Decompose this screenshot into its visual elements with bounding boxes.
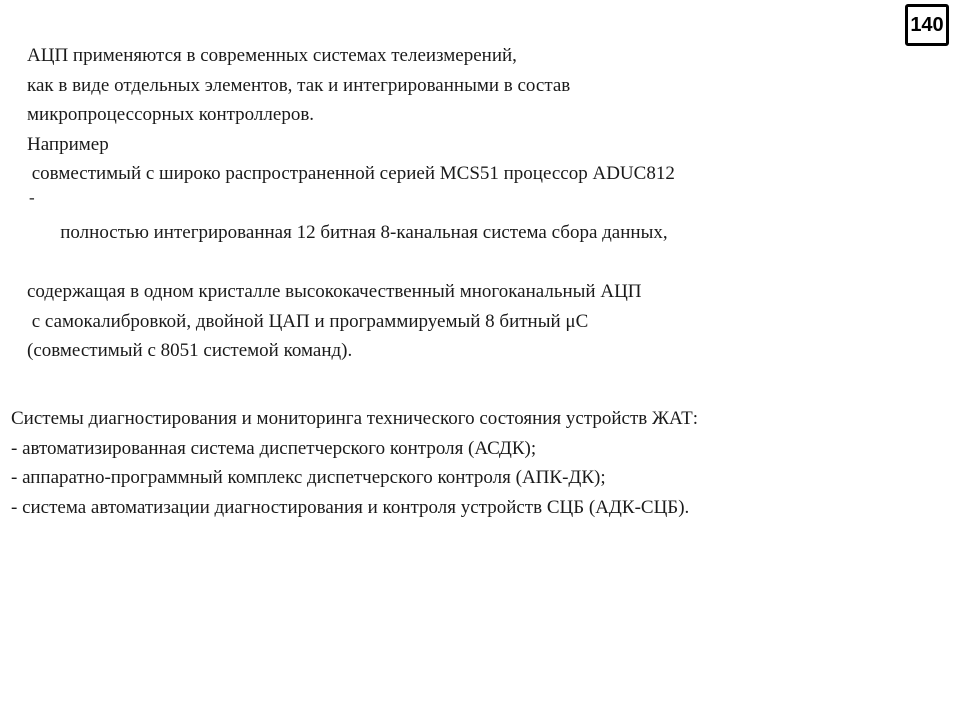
- list-title: Системы диагностирования и мониторинга технического состояния устройств ЖАТ:: [11, 408, 698, 429]
- list-item: - аппаратно-программный комплекс диспетчерского контроля (АПК-ДК);: [11, 467, 606, 488]
- text-line: содержащая в одном кристалле высококачественный многоканальный АЦП: [27, 281, 642, 302]
- dash-line-text: полностью интегрированная 12 битная 8-канальная система сбора данных,: [46, 222, 668, 243]
- page-number-badge: 140: [905, 4, 949, 46]
- text-line: микропроцессорных контроллеров.: [27, 104, 315, 125]
- diagnostics-systems-list: [11, 404, 931, 522]
- dash-text-line: [27, 189, 907, 278]
- text-line: с самокалибровкой, двойной ЦАП и программируемый 8 битный μC: [27, 310, 589, 332]
- text-line: АЦП применяются в современных системах телеизмерений,: [27, 45, 517, 66]
- list-item: - система автоматизации диагностирования и контроля устройств СЦБ (АДК-СЦБ).: [11, 496, 690, 518]
- list-item: - автоматизированная система диспетчерского контроля (АСДК);: [11, 437, 537, 459]
- dash-marker: -: [29, 187, 35, 207]
- text-line: как в виде отдельных элементов, так и интегрированными в состав: [27, 74, 571, 96]
- text-line: (совместимый с 8051 системой команд).: [27, 340, 353, 361]
- text-line: Например: [27, 133, 109, 155]
- adc-paragraph: [27, 41, 907, 366]
- text-line: совместимый с широко распространенной серией MCS51 процессор ADUC812: [27, 163, 675, 184]
